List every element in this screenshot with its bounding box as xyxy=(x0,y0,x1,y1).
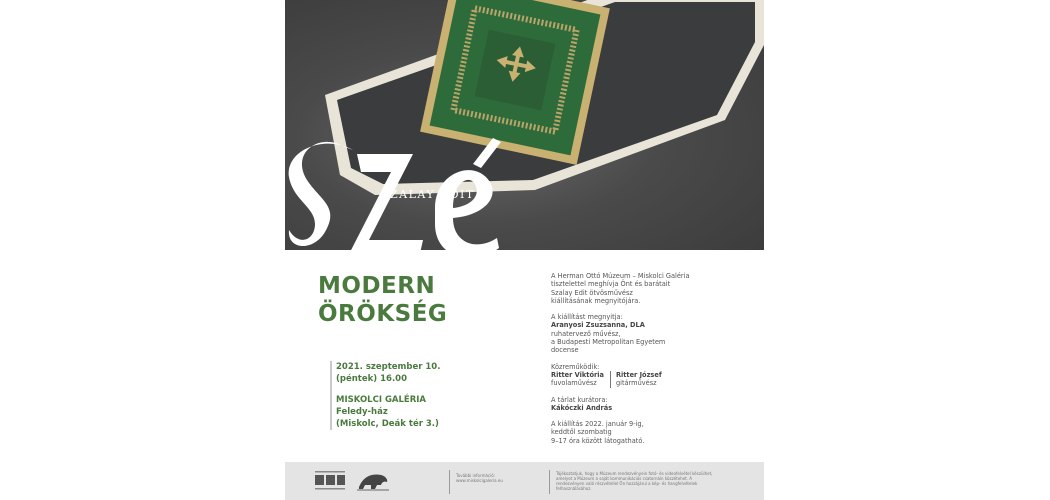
invitation-paragraph: A Herman Ottó Múzeum – Miskolci Galéria tisztelettel meghívja Önt és barátait Szalay Edit ötvösművész kiállításának megnyitójára. xyxy=(551,272,690,305)
event-address: (Miskolc, Deák tér 3.) xyxy=(336,419,439,429)
artist-logo xyxy=(285,112,525,262)
footer-divider xyxy=(449,470,450,494)
visiting-hours: A kiállítás 2022. január 9-ig, keddtől szombatig 9–17 óra között látogatható. xyxy=(551,420,645,445)
footer-bar xyxy=(285,462,764,500)
exhibition-title xyxy=(318,272,447,328)
museum-logo xyxy=(315,470,345,492)
footer-website-link[interactable]: www.miskolcigaleria.eu xyxy=(456,478,503,483)
curator: A tárlat kurátora: Kákóczki András xyxy=(551,395,613,412)
event-building: Feledy-ház xyxy=(336,407,388,417)
participants: Közreműködik: Ritter Viktória fuvolaművész Ritter József gitárművész xyxy=(551,363,751,388)
footer-notice: Tájékoztatjuk, hogy a Múzeum rendezvényein fotó- és videofelvétel készülhet, amelyet a Múzeum a saját kommunikációs csatornáin közzétehet. A rendezvényen való részvétellel Ön hozzájárul a kép- és hangfelvételek felhasználásához. xyxy=(556,471,713,491)
event-date: 2021. szeptember 10. xyxy=(336,362,441,372)
title-line-2: ÖRÖKSÉG xyxy=(318,301,448,327)
animal-emblem-logo xyxy=(357,471,389,491)
invitation-poster xyxy=(285,0,764,500)
musician-2: Ritter József gitárművész xyxy=(610,371,668,388)
event-time: (péntek) 16.00 xyxy=(336,374,407,384)
opening-speaker: A kiállítást megnyitja: Aranyosi Zsuzsanna, DLA ruhatervező művész, a Budapesti Metropolitan Egyetem docense xyxy=(551,313,666,355)
footer-divider xyxy=(549,470,550,494)
event-venue: MISKOLCI GALÉRIA xyxy=(336,395,427,405)
invitation-text xyxy=(551,272,751,453)
musician-1: Ritter Viktória fuvolaművész xyxy=(551,370,604,388)
title-line-1: MODERN xyxy=(318,273,436,299)
event-details xyxy=(330,361,440,430)
artist-name: SZALAY EDIT xyxy=(381,188,475,201)
footer-contact: További információ: www.miskolcigaleria.eu xyxy=(456,473,536,483)
